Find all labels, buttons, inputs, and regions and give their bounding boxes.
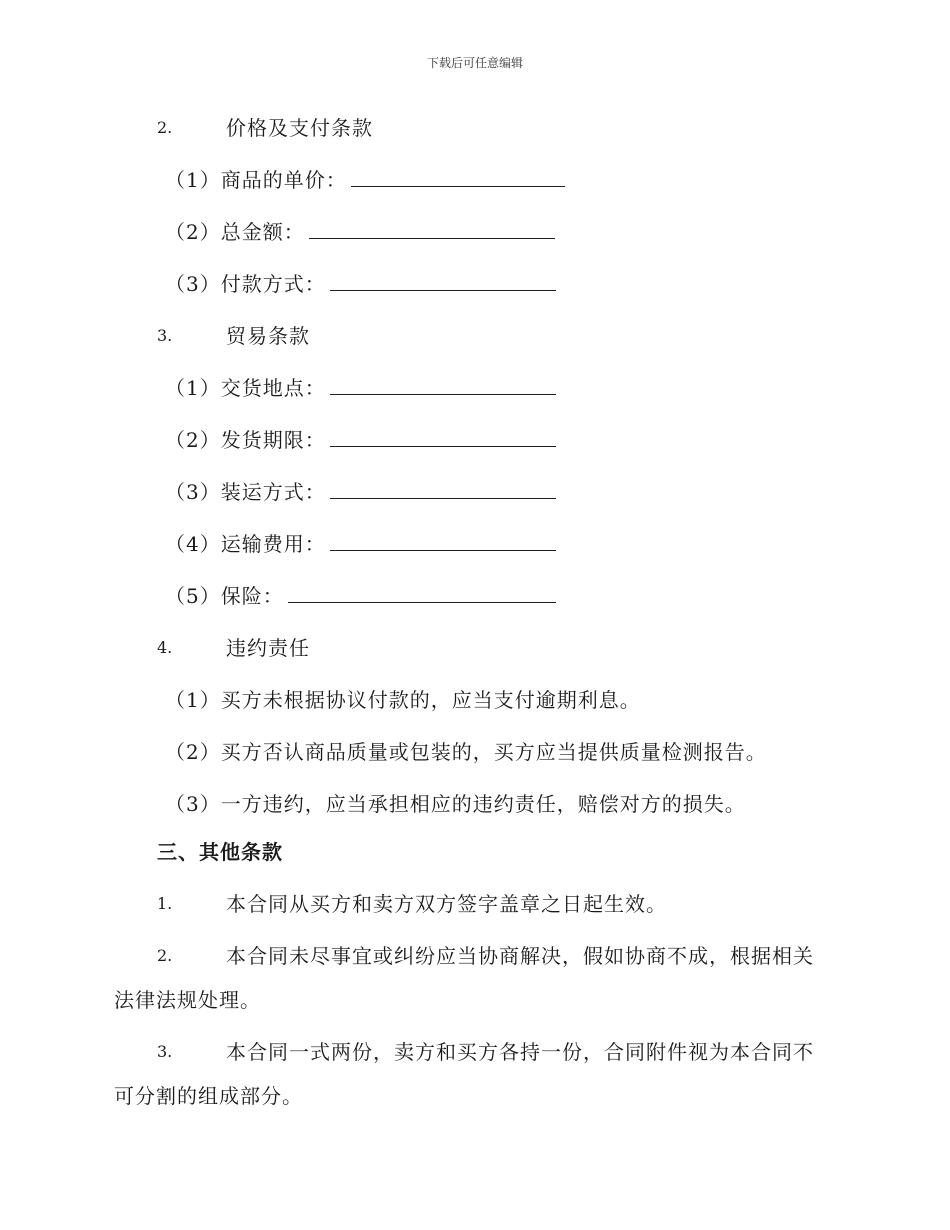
item-number: （1） [165, 688, 221, 712]
section-2-number: 2. [157, 118, 173, 137]
item-number: （2） [165, 740, 221, 764]
item-number: （3） [165, 792, 221, 816]
item-number: （5） [165, 584, 221, 608]
price-item-1 [165, 166, 565, 194]
other-terms-heading: 三、其他条款 [157, 840, 283, 864]
trade-item-5 [165, 582, 556, 610]
item-label: 发货期限： [220, 428, 326, 452]
unit-price-field[interactable] [351, 166, 565, 187]
item-label: 交货地点： [220, 376, 326, 400]
clause-2-text: 本合同未尽事宜或纠纷应当协商解决，假如协商不成，根据相关 [226, 944, 814, 968]
item-number: （3） [165, 272, 221, 296]
item-number: （2） [165, 428, 221, 452]
section-4-number: 4. [157, 638, 173, 657]
insurance-field[interactable] [288, 582, 556, 603]
clause-1-text: 本合同从买方和卖方双方签字盖章之日起生效。 [226, 892, 667, 916]
item-number: （3） [165, 480, 221, 504]
clause-3-text: 本合同一式两份，卖方和买方各持一份，合同附件视为本合同不 [226, 1040, 814, 1064]
item-label: 总金额： [220, 220, 305, 244]
item-number: （1） [165, 376, 221, 400]
item-label: 付款方式： [220, 272, 326, 296]
price-item-3 [165, 270, 556, 298]
section-4-title: 违约责任 [226, 636, 310, 660]
trade-item-3 [165, 478, 556, 506]
clause-3-text-cont: 可分割的组成部分。 [114, 1084, 303, 1108]
price-item-2 [165, 218, 555, 246]
trade-item-2 [165, 426, 556, 454]
item-label: 商品的单价： [220, 168, 347, 192]
item-number: （2） [165, 220, 221, 244]
item-label: 装运方式： [220, 480, 326, 504]
clause-1-number: 1. [157, 894, 173, 913]
clause-3-number: 3. [157, 1042, 173, 1061]
transport-cost-field[interactable] [330, 530, 556, 551]
item-number: （1） [165, 168, 221, 192]
payment-method-field[interactable] [330, 270, 556, 291]
total-amount-field[interactable] [309, 218, 555, 239]
breach-item-1 [165, 686, 641, 714]
clause-2-number: 2. [157, 946, 173, 965]
section-3-number: 3. [157, 326, 173, 345]
clause-2-text-cont: 法律法规处理。 [114, 988, 261, 1012]
page-header: 下载后可任意编辑 [426, 56, 523, 70]
section-2-title: 价格及支付条款 [226, 116, 373, 140]
trade-item-4 [165, 530, 556, 558]
item-text: 买方否认商品质量或包装的，买方应当提供质量检测报告。 [220, 740, 767, 764]
item-number: （4） [165, 532, 221, 556]
trade-item-1 [165, 374, 556, 402]
item-text: 买方未根据协议付款的，应当支付逾期利息。 [220, 688, 641, 712]
item-text: 一方违约，应当承担相应的违约责任，赔偿对方的损失。 [220, 792, 746, 816]
item-label: 运输费用： [220, 532, 326, 556]
item-label: 保险： [220, 584, 284, 608]
shipping-deadline-field[interactable] [330, 426, 556, 447]
breach-item-2 [165, 738, 767, 766]
shipping-method-field[interactable] [330, 478, 556, 499]
breach-item-3 [165, 790, 746, 818]
delivery-place-field[interactable] [330, 374, 556, 395]
section-3-title: 贸易条款 [226, 324, 310, 348]
